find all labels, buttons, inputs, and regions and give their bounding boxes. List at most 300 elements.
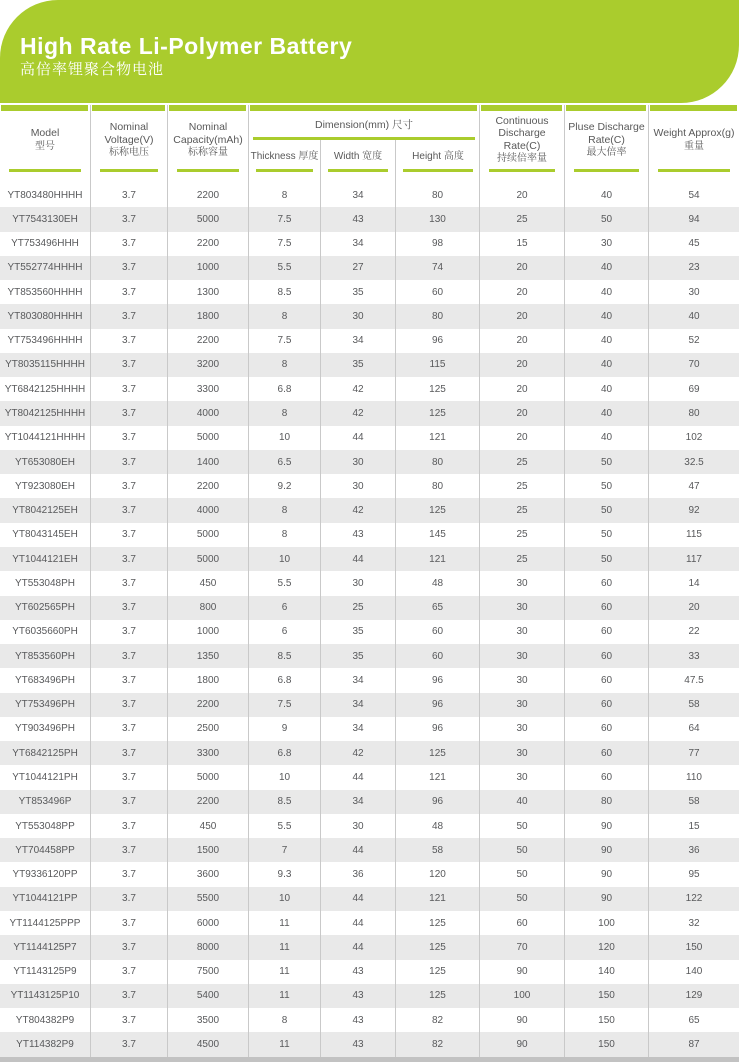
cell-thickness: 11	[249, 911, 321, 935]
cell-model: YT853560PH	[0, 644, 91, 668]
cell-pluse-rate: 40	[565, 401, 649, 425]
cell-model: YT653080EH	[0, 450, 91, 474]
cell-weight: 54	[688, 189, 700, 201]
cell-capacity: 1500	[168, 838, 249, 862]
table-row	[0, 887, 739, 911]
cell-weight: 40	[688, 310, 700, 322]
header-thickness-label: Thickness 厚度	[250, 151, 319, 162]
cell-thickness: 11	[249, 1032, 321, 1056]
cell-thickness: 5.5	[249, 256, 321, 280]
cell-pluse-rate: 50	[565, 523, 649, 547]
cell-weight: 129	[685, 990, 703, 1002]
header-underline	[9, 169, 81, 172]
cell-continuous-rate: 30	[480, 765, 565, 789]
header-weight-zh: 重量	[684, 140, 704, 152]
cell-thickness: 9	[249, 717, 321, 741]
cell-voltage: 3.7	[91, 280, 168, 304]
cell-weight: 14	[688, 577, 700, 589]
header-dimension-group	[249, 105, 480, 183]
header-capacity	[168, 105, 249, 183]
cell-weight: 20	[688, 602, 700, 614]
cell-continuous-rate: 25	[480, 523, 565, 547]
cell-weight: 102	[685, 432, 703, 444]
cell-voltage: 3.7	[91, 232, 168, 256]
page-subtitle: 高倍率锂聚合物电池	[20, 61, 165, 78]
cell-weight: 47	[688, 480, 700, 492]
cell-model: YT923080EH	[0, 474, 91, 498]
cell-continuous-rate: 30	[480, 596, 565, 620]
header-width	[321, 140, 396, 183]
cell-continuous-rate: 50	[480, 887, 565, 911]
cell-model: YT1044121PH	[0, 765, 91, 789]
cell-voltage: 3.7	[91, 1008, 168, 1032]
cell-pluse-rate: 40	[565, 183, 649, 207]
header-model-zh: 型号	[35, 140, 55, 152]
table-row	[0, 377, 739, 401]
table-row	[0, 498, 739, 522]
table-row	[0, 741, 739, 765]
cell-height: 65	[396, 596, 480, 620]
cell-width: 35	[321, 280, 396, 304]
cell-capacity: 2200	[168, 474, 249, 498]
cell-continuous-rate: 20	[480, 304, 565, 328]
cell-height: 125	[396, 741, 480, 765]
cell-weight: 32	[688, 917, 700, 929]
cell-voltage: 3.7	[91, 596, 168, 620]
cell-voltage: 3.7	[91, 644, 168, 668]
table-row	[0, 984, 739, 1008]
cell-weight: 47.5	[684, 674, 704, 686]
cell-thickness: 8	[249, 353, 321, 377]
cell-continuous-rate: 20	[480, 353, 565, 377]
cell-height: 48	[396, 814, 480, 838]
header-pluse-zh: 最大倍率	[586, 147, 627, 158]
cell-continuous-rate: 30	[480, 668, 565, 692]
cell-height: 60	[396, 644, 480, 668]
cell-capacity: 5000	[168, 207, 249, 231]
cell-pluse-rate: 60	[565, 693, 649, 717]
cell-continuous-rate: 50	[480, 862, 565, 886]
cell-thickness: 8	[249, 1008, 321, 1032]
header-weight	[649, 105, 739, 183]
cell-weight: 94	[688, 213, 700, 225]
cell-voltage: 3.7	[91, 329, 168, 353]
cell-height: 125	[396, 911, 480, 935]
cell-model: YT753496HHHH	[0, 329, 91, 353]
table-row	[0, 329, 739, 353]
cell-weight: 95	[688, 869, 700, 881]
cell-height: 96	[396, 668, 480, 692]
cell-continuous-rate: 30	[480, 717, 565, 741]
cell-voltage: 3.7	[91, 984, 168, 1008]
table-row	[0, 523, 739, 547]
cell-pluse-rate: 140	[565, 960, 649, 984]
header-underline	[489, 169, 555, 172]
table-header	[0, 105, 739, 183]
header-height	[396, 140, 480, 183]
cell-thickness: 6	[249, 620, 321, 644]
table-row	[0, 693, 739, 717]
cell-continuous-rate: 20	[480, 401, 565, 425]
cell-weight: 32.5	[684, 456, 704, 468]
cell-thickness: 6.8	[249, 377, 321, 401]
cell-thickness: 6	[249, 596, 321, 620]
cell-height: 60	[396, 280, 480, 304]
cell-capacity: 800	[168, 596, 249, 620]
cell-weight: 58	[688, 796, 700, 808]
cell-continuous-rate: 40	[480, 790, 565, 814]
cell-voltage: 3.7	[91, 887, 168, 911]
header-continuous-en: Continuous Discharge Rate(C)	[495, 114, 549, 152]
cell-thickness: 8	[249, 498, 321, 522]
cell-model: YT114382P9	[0, 1032, 91, 1056]
cell-thickness: 5.5	[249, 571, 321, 595]
cell-voltage: 3.7	[91, 256, 168, 280]
cell-height: 125	[396, 377, 480, 401]
header-underline	[403, 169, 473, 172]
cell-model: YT753496HHH	[0, 232, 91, 256]
cell-pluse-rate: 40	[565, 280, 649, 304]
header-thickness	[249, 140, 321, 183]
table-row	[0, 353, 739, 377]
cell-continuous-rate: 30	[480, 741, 565, 765]
header-model	[0, 105, 91, 183]
cell-height: 80	[396, 450, 480, 474]
cell-model: YT1044121HHHH	[0, 426, 91, 450]
cell-model: YT683496PH	[0, 668, 91, 692]
table-row	[0, 426, 739, 450]
cell-pluse-rate: 80	[565, 790, 649, 814]
cell-height: 120	[396, 862, 480, 886]
cell-voltage: 3.7	[91, 450, 168, 474]
cell-pluse-rate: 40	[565, 426, 649, 450]
header-continuous-zh: 持续倍率量	[497, 153, 547, 165]
table-row	[0, 304, 739, 328]
cell-weight: 33	[688, 650, 700, 662]
header-dimension-title: Dimension(mm) 尺寸	[314, 118, 413, 131]
cell-model: YT8043145EH	[0, 523, 91, 547]
cell-model: YT8042125HHHH	[0, 401, 91, 425]
cell-capacity: 5000	[168, 547, 249, 571]
cell-continuous-rate: 30	[480, 644, 565, 668]
cell-width: 43	[321, 984, 396, 1008]
cell-continuous-rate: 25	[480, 498, 565, 522]
cell-capacity: 5000	[168, 523, 249, 547]
cell-width: 42	[321, 498, 396, 522]
cell-voltage: 3.7	[91, 668, 168, 692]
header-voltage	[91, 105, 168, 183]
table-row	[0, 183, 739, 207]
table-row	[0, 256, 739, 280]
cell-width: 34	[321, 790, 396, 814]
header-underline	[574, 169, 639, 172]
cell-height: 145	[396, 523, 480, 547]
cell-width: 30	[321, 450, 396, 474]
cell-voltage: 3.7	[91, 207, 168, 231]
cell-capacity: 2200	[168, 790, 249, 814]
cell-voltage: 3.7	[91, 474, 168, 498]
cell-thickness: 8	[249, 183, 321, 207]
header-continuous-rate	[480, 105, 565, 183]
cell-capacity: 1400	[168, 450, 249, 474]
cell-model: YT8035115HHHH	[0, 353, 91, 377]
cell-voltage: 3.7	[91, 765, 168, 789]
cell-continuous-rate: 90	[480, 1008, 565, 1032]
cell-thickness: 7	[249, 838, 321, 862]
header-underline	[256, 169, 313, 172]
cell-capacity: 3600	[168, 862, 249, 886]
cell-width: 44	[321, 838, 396, 862]
cell-pluse-rate: 60	[565, 717, 649, 741]
cell-capacity: 450	[168, 814, 249, 838]
cell-weight: 87	[688, 1038, 700, 1050]
cell-pluse-rate: 150	[565, 984, 649, 1008]
table-row	[0, 620, 739, 644]
cell-height: 58	[396, 838, 480, 862]
cell-model: YT704458PP	[0, 838, 91, 862]
table-row	[0, 474, 739, 498]
table-row	[0, 935, 739, 959]
header-underline	[658, 169, 730, 172]
cell-model: YT903496PH	[0, 717, 91, 741]
cell-thickness: 11	[249, 960, 321, 984]
cell-voltage: 3.7	[91, 353, 168, 377]
cell-capacity: 1000	[168, 256, 249, 280]
cell-model: YT6842125HHHH	[0, 377, 91, 401]
cell-voltage: 3.7	[91, 304, 168, 328]
cell-model: YT803080HHHH	[0, 304, 91, 328]
cell-voltage: 3.7	[91, 741, 168, 765]
cell-voltage: 3.7	[91, 377, 168, 401]
cell-weight: 52	[688, 335, 700, 347]
cell-continuous-rate: 20	[480, 377, 565, 401]
cell-voltage: 3.7	[91, 426, 168, 450]
cell-continuous-rate: 25	[480, 547, 565, 571]
cell-pluse-rate: 50	[565, 207, 649, 231]
table-row	[0, 644, 739, 668]
cell-capacity: 1350	[168, 644, 249, 668]
table-row	[0, 814, 739, 838]
table-row	[0, 838, 739, 862]
table-row	[0, 911, 739, 935]
cell-model: YT804382P9	[0, 1008, 91, 1032]
cell-weight: 115	[686, 529, 702, 541]
cell-model: YT1144125P7	[0, 935, 91, 959]
cell-pluse-rate: 60	[565, 644, 649, 668]
cell-model: YT853560HHHH	[0, 280, 91, 304]
cell-width: 25	[321, 596, 396, 620]
cell-height: 130	[396, 207, 480, 231]
cell-model: YT602565PH	[0, 596, 91, 620]
cell-width: 44	[321, 911, 396, 935]
cell-continuous-rate: 15	[480, 232, 565, 256]
header-width-label: Width 宽度	[333, 151, 383, 162]
cell-voltage: 3.7	[91, 523, 168, 547]
cell-weight: 70	[688, 359, 700, 371]
cell-width: 43	[321, 1032, 396, 1056]
cell-pluse-rate: 150	[565, 1032, 649, 1056]
cell-width: 30	[321, 474, 396, 498]
cell-height: 80	[396, 183, 480, 207]
cell-thickness: 8.5	[249, 644, 321, 668]
cell-thickness: 6.8	[249, 741, 321, 765]
table-row	[0, 1032, 739, 1056]
header-weight-en: Weight Approx(g)	[653, 127, 735, 140]
cell-capacity: 2500	[168, 717, 249, 741]
cell-weight: 22	[688, 626, 700, 638]
cell-continuous-rate: 20	[480, 426, 565, 450]
header-voltage-en: Nominal Voltage(V)	[104, 121, 154, 146]
cell-thickness: 8.5	[249, 280, 321, 304]
cell-voltage: 3.7	[91, 717, 168, 741]
cell-width: 27	[321, 256, 396, 280]
cell-voltage: 3.7	[91, 183, 168, 207]
cell-thickness: 11	[249, 935, 321, 959]
cell-continuous-rate: 25	[480, 207, 565, 231]
cell-height: 80	[396, 474, 480, 498]
cell-model: YT1044121EH	[0, 547, 91, 571]
cell-width: 35	[321, 620, 396, 644]
cell-pluse-rate: 50	[565, 547, 649, 571]
cell-capacity: 1800	[168, 304, 249, 328]
cell-pluse-rate: 100	[565, 911, 649, 935]
cell-weight: 45	[688, 238, 700, 250]
cell-model: YT6842125PH	[0, 741, 91, 765]
cell-thickness: 8	[249, 523, 321, 547]
cell-capacity: 5000	[168, 426, 249, 450]
cell-width: 30	[321, 304, 396, 328]
cell-thickness: 10	[249, 765, 321, 789]
cell-height: 96	[396, 790, 480, 814]
cell-thickness: 10	[249, 547, 321, 571]
cell-voltage: 3.7	[91, 571, 168, 595]
cell-thickness: 7.5	[249, 329, 321, 353]
cell-capacity: 2200	[168, 183, 249, 207]
cell-width: 34	[321, 232, 396, 256]
table-row	[0, 571, 739, 595]
cell-width: 42	[321, 401, 396, 425]
cell-model: YT552774HHHH	[0, 256, 91, 280]
cell-model: YT7543130EH	[0, 207, 91, 231]
cell-voltage: 3.7	[91, 547, 168, 571]
header-pluse-rate	[565, 105, 649, 183]
cell-width: 43	[321, 960, 396, 984]
cell-height: 125	[396, 498, 480, 522]
table-row	[0, 547, 739, 571]
cell-pluse-rate: 60	[565, 571, 649, 595]
cell-capacity: 7500	[168, 960, 249, 984]
cell-width: 44	[321, 887, 396, 911]
cell-model: YT553048PP	[0, 814, 91, 838]
cell-capacity: 4500	[168, 1032, 249, 1056]
cell-capacity: 3300	[168, 377, 249, 401]
cell-model: YT9336120PP	[0, 862, 91, 886]
cell-height: 82	[396, 1008, 480, 1032]
cell-width: 43	[321, 523, 396, 547]
cell-width: 34	[321, 329, 396, 353]
cell-pluse-rate: 40	[565, 329, 649, 353]
cell-pluse-rate: 40	[565, 377, 649, 401]
cell-continuous-rate: 30	[480, 620, 565, 644]
page-banner	[0, 0, 739, 103]
cell-width: 43	[321, 207, 396, 231]
cell-model: YT803480HHHH	[0, 183, 91, 207]
cell-pluse-rate: 60	[565, 765, 649, 789]
cell-width: 36	[321, 862, 396, 886]
cell-height: 121	[396, 547, 480, 571]
table-row	[0, 207, 739, 231]
cell-thickness: 10	[249, 887, 321, 911]
cell-voltage: 3.7	[91, 862, 168, 886]
header-capacity-zh: 标称容量	[188, 147, 228, 158]
cell-height: 121	[396, 765, 480, 789]
cell-pluse-rate: 40	[565, 353, 649, 377]
cell-thickness: 8	[249, 401, 321, 425]
cell-weight: 140	[685, 966, 703, 978]
cell-width: 43	[321, 1008, 396, 1032]
cell-voltage: 3.7	[91, 960, 168, 984]
cell-capacity: 5500	[168, 887, 249, 911]
cell-model: YT8042125EH	[0, 498, 91, 522]
cell-weight: 15	[688, 820, 700, 832]
bottom-strip	[0, 1057, 739, 1062]
cell-model: YT553048PH	[0, 571, 91, 595]
table-row	[0, 596, 739, 620]
cell-height: 125	[396, 401, 480, 425]
cell-weight: 122	[685, 893, 703, 905]
cell-width: 30	[321, 571, 396, 595]
cell-continuous-rate: 50	[480, 838, 565, 862]
cell-capacity: 4000	[168, 401, 249, 425]
cell-weight: 36	[688, 844, 700, 856]
cell-pluse-rate: 50	[565, 498, 649, 522]
cell-capacity: 2200	[168, 693, 249, 717]
cell-height: 80	[396, 304, 480, 328]
cell-pluse-rate: 90	[565, 814, 649, 838]
table-row	[0, 717, 739, 741]
cell-width: 44	[321, 765, 396, 789]
cell-weight: 110	[686, 772, 702, 783]
cell-width: 44	[321, 547, 396, 571]
cell-capacity: 5400	[168, 984, 249, 1008]
cell-model: YT853496P	[0, 790, 91, 814]
cell-voltage: 3.7	[91, 790, 168, 814]
cell-width: 44	[321, 426, 396, 450]
cell-capacity: 3300	[168, 741, 249, 765]
cell-pluse-rate: 90	[565, 862, 649, 886]
cell-weight: 65	[688, 1014, 700, 1026]
table-row	[0, 790, 739, 814]
cell-model: YT1144125PPP	[0, 911, 91, 935]
table-row	[0, 401, 739, 425]
cell-height: 125	[396, 960, 480, 984]
cell-thickness: 8	[249, 304, 321, 328]
cell-continuous-rate: 25	[480, 450, 565, 474]
cell-width: 42	[321, 377, 396, 401]
cell-thickness: 6.5	[249, 450, 321, 474]
cell-pluse-rate: 90	[565, 887, 649, 911]
cell-width: 34	[321, 717, 396, 741]
cell-weight: 92	[688, 505, 700, 517]
cell-height: 98	[396, 232, 480, 256]
cell-continuous-rate: 60	[480, 911, 565, 935]
cell-voltage: 3.7	[91, 838, 168, 862]
table-row	[0, 232, 739, 256]
cell-weight: 23	[688, 262, 700, 274]
cell-continuous-rate: 90	[480, 1032, 565, 1056]
cell-thickness: 6.8	[249, 668, 321, 692]
cell-capacity: 5000	[168, 765, 249, 789]
